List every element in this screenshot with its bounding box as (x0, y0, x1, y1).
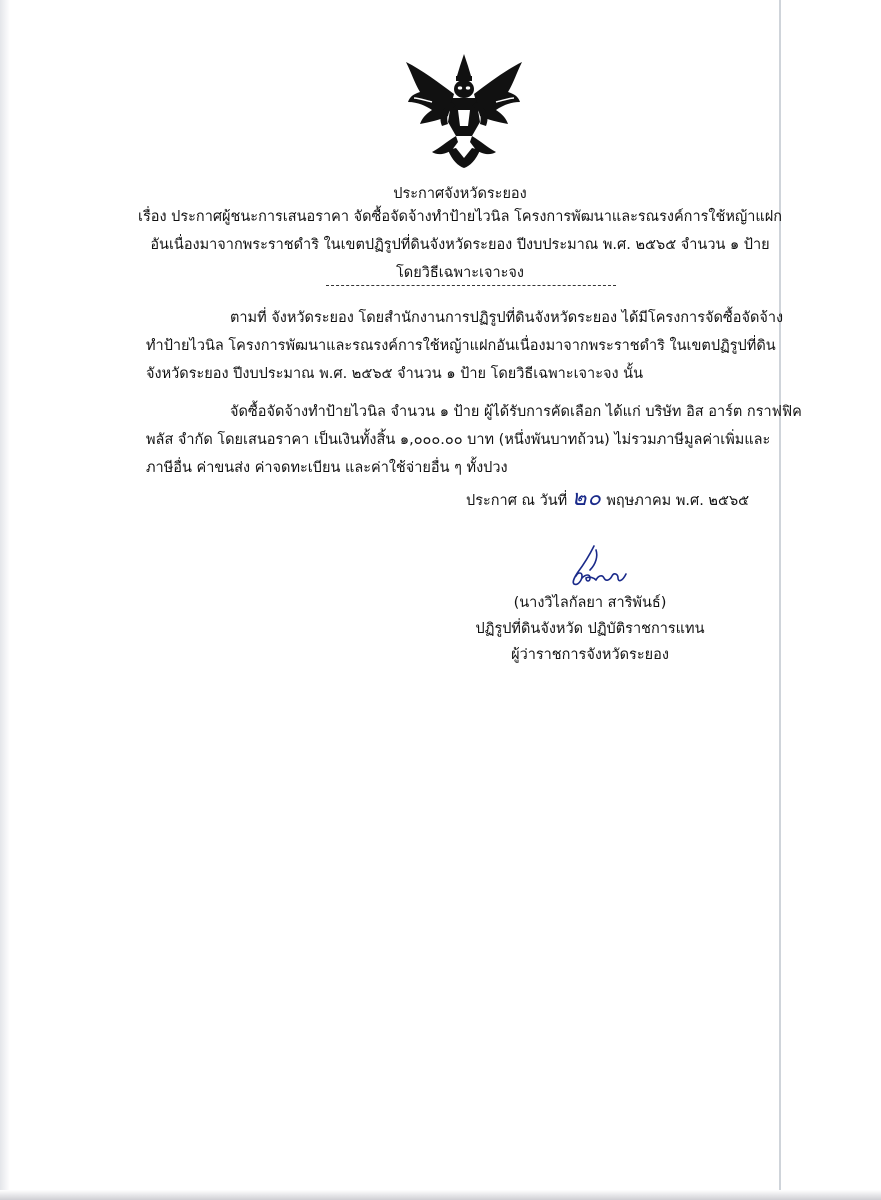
document-subject (110, 203, 810, 287)
signer-name: (นางวิไลกัลยา สาริพันธ์) (513, 595, 667, 611)
paragraph-line: พลัส จำกัด โดยเสนอราคา เป็นเงินทั้งสิ้น ๑,๐๐๐.๐๐ บาท (หนึ่งพันบาทถ้วน) ไม่รวมภาษีมูลค่าเพิ่มและ (146, 432, 771, 448)
separator-line (326, 285, 616, 286)
subject-line: เรื่อง ประกาศผู้ชนะการเสนอราคา จัดซื้อจัดจ้างทำป้ายไวนิล โครงการพัฒนาและรณรงค์การใช้หญ้าแฝก (138, 209, 782, 225)
subject-line: อันเนื่องมาจากพระราชดำริ ในเขตปฏิรูปที่ดินจังหวัดระยอง ปีงบประมาณ พ.ศ. ๒๕๖๕ จำนวน ๑ ป้าย (150, 237, 770, 253)
handwritten-signature (560, 544, 632, 590)
subject-line: โดยวิธีเฉพาะเจาะจง (396, 265, 524, 281)
scan-edge-left (0, 0, 10, 1200)
garuda-emblem-icon (402, 52, 526, 170)
signer-position: ปฏิรูปที่ดินจังหวัด ปฏิบัติราชการแทน (475, 621, 705, 637)
paragraph-line: จังหวัดระยอง ปีงบประมาณ พ.ศ. ๒๕๖๕ จำนวน ๑ ป้าย โดยวิธีเฉพาะเจาะจง นั้น (146, 366, 643, 382)
paragraph-line: ตามที่ จังหวัดระยอง โดยสำนักงานการปฏิรูปที่ดินจังหวัดระยอง ได้มีโครงการจัดซื้อจัดจ้าง (230, 310, 784, 326)
paragraph-line: ทำป้ายไวนิล โครงการพัฒนาและรณรงค์การใช้หญ้าแฝกอันเนื่องมาจากพระราชดำริ ในเขตปฏิรูปที่ดิน (146, 338, 776, 354)
announcement-date (466, 480, 749, 515)
paragraph-line: จัดซื้อจัดจ้างทำป้ายไวนิล จำนวน ๑ ป้าย ผู้ได้รับการคัดเลือก ได้แก่ บริษัท อิส อาร์ต กราฟฟิค (230, 404, 802, 420)
document-title: ประกาศจังหวัดระยอง (393, 186, 527, 202)
date-prefix: ประกาศ ณ วันที่ (466, 493, 568, 509)
signer-position: ผู้ว่าราชการจังหวัดระยอง (511, 647, 669, 663)
paragraph-line: ภาษีอื่น ค่าขนส่ง ค่าจดทะเบียน และค่าใช้จ่ายอื่น ๆ ทั้งปวง (146, 460, 508, 476)
date-day-handwritten: ๒๐ (571, 486, 602, 511)
paragraph-award (146, 398, 802, 482)
paragraph-background (146, 304, 786, 388)
scan-edge-bottom (0, 1190, 881, 1200)
signer-block (440, 590, 740, 668)
date-month-year: พฤษภาคม พ.ศ. ๒๕๖๕ (606, 493, 750, 509)
